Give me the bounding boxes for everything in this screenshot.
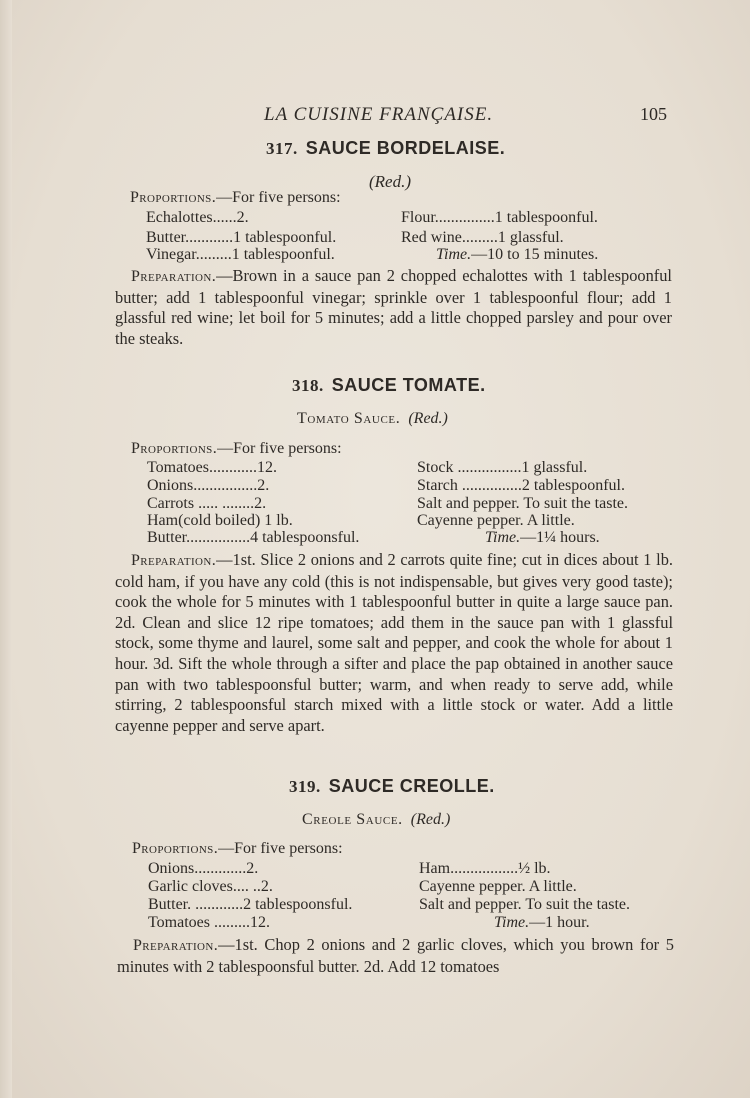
ingredient-line: Butter................4 tablespoonsful. [147, 529, 360, 546]
subtitle-english: Tomato Sauce. [297, 410, 401, 427]
recipe-319-preparation [117, 935, 674, 977]
preparation-label: Preparation. [133, 937, 219, 954]
recipe-319-proportions [132, 840, 343, 858]
preparation-text: —1st. Chop 2 onions and 2 garlic cloves, which you brown for 5 minutes with 2 tablespoonsful butter. 2d. Add 12 tomatoes [117, 935, 674, 976]
recipe-title: SAUCE TOMATE. [331, 375, 486, 395]
recipe-317-proportions [130, 189, 341, 207]
preparation-text: —Brown in a sauce pan 2 chopped echalottes with 1 tablespoonful butter; add 1 tablespoonful vinegar; sprinkle over 1 tablespoonful flour; add 1 glassful red wine; let boil for 5 minutes; add a little chopped parsley and pour over the steaks. [115, 266, 672, 348]
ingredient-line: Starch ...............2 tablespoonful. [417, 477, 625, 494]
recipe-317-preparation [115, 266, 672, 349]
ingredient-line: Carrots ..... ........2. [147, 495, 267, 512]
ingredient-line: Onions.............2. [148, 860, 259, 877]
subtitle-english: Creole Sauce. [302, 811, 403, 828]
ingredient-line: Stock ................1 glassful. [417, 459, 588, 476]
time-line [436, 246, 598, 264]
recipe-319-subtitle [302, 811, 450, 829]
recipe-318-subtitle [297, 410, 448, 428]
recipe-317-subtitle: (Red.) [369, 172, 412, 191]
time-line [494, 914, 590, 932]
proportions-label: Proportions. [130, 189, 217, 206]
ingredient-line: Cayenne pepper. A little. [417, 512, 575, 529]
recipe-318-proportions [131, 440, 342, 458]
recipe-317-heading [266, 138, 505, 159]
ingredient-line: Onions................2. [147, 477, 270, 494]
ingredient-line: Echalottes......2. [146, 209, 249, 226]
ingredient-line: Ham.................½ lb. [419, 860, 551, 877]
recipe-number: 317. [266, 139, 298, 158]
time-value: —1 hour. [529, 914, 590, 931]
proportions-label: Proportions. [132, 840, 219, 857]
ingredient-line: Butter. ............2 tablespoonsful. [148, 896, 353, 913]
time-label: Time. [494, 914, 530, 931]
proportions-label: Proportions. [131, 440, 218, 457]
recipe-318-heading [292, 375, 486, 396]
time-label: Time. [436, 246, 472, 263]
ingredient-line: Tomatoes .........12. [148, 914, 270, 931]
time-value: —10 to 15 minutes. [471, 246, 599, 263]
page-spine-shadow [0, 0, 12, 1098]
ingredient-line: Salt and pepper. To suit the taste. [419, 896, 630, 913]
preparation-label: Preparation. [131, 552, 217, 569]
proportions-text: —For five persons: [216, 189, 341, 206]
proportions-text: —For five persons: [218, 840, 343, 857]
subtitle-color: (Red.) [408, 410, 448, 427]
preparation-text: —1st. Slice 2 onions and 2 carrots quite fine; cut in dices about 1 lb. cold ham, if you have any cold (this is not indispensable, but gives very good taste); cook the whole for 5 minutes with 1 tablespoonful butter in quite a large sauce pan. 2d. Clean and slice 12 ripe tomatoes; add them in the sauce pan with 1 glassful stock, some thyme and laurel, some salt and pepper, and cook the whole for about 1 hour. 3d. Sift the whole through a sifter and place the pap obtained in another sauce pan with two tablespoonsful butter; warm, and when ready to serve add, while stirring, 2 tablespoonsful starch mixed with a little stock or water. Add a little cayenne pepper and serve apart. [115, 550, 673, 735]
ingredient-line: Salt and pepper. To suit the taste. [417, 495, 628, 512]
subtitle-color: (Red.) [410, 811, 451, 828]
proportions-text: —For five persons: [217, 440, 342, 457]
recipe-319-heading [289, 776, 495, 797]
preparation-label: Preparation. [131, 268, 217, 285]
page-number: 105 [640, 104, 667, 124]
time-line [485, 529, 600, 547]
recipe-number: 319. [289, 777, 321, 796]
ingredient-line: Vinegar.........1 tablespoonful. [146, 246, 335, 263]
ingredient-line: Cayenne pepper. A little. [419, 878, 577, 895]
running-title: LA CUISINE FRANÇAISE. [264, 104, 494, 125]
ingredient-line: Red wine.........1 glassful. [401, 229, 564, 246]
time-value: —1¼ hours. [520, 529, 600, 546]
time-label: Time. [485, 529, 521, 546]
recipe-title: SAUCE BORDELAISE. [305, 138, 506, 158]
recipe-number: 318. [292, 376, 324, 395]
recipe-318-preparation [115, 550, 673, 736]
ingredient-line: Garlic cloves.... ..2. [148, 878, 273, 895]
ingredient-line: Flour...............1 tablespoonful. [401, 209, 598, 226]
page-header [0, 104, 750, 128]
ingredient-line: Butter............1 tablespoonful. [146, 229, 337, 246]
recipe-title: SAUCE CREOLLE. [328, 776, 495, 796]
ingredient-line: Ham(cold boiled) 1 lb. [147, 512, 293, 529]
ingredient-line: Tomatoes............12. [147, 459, 277, 476]
